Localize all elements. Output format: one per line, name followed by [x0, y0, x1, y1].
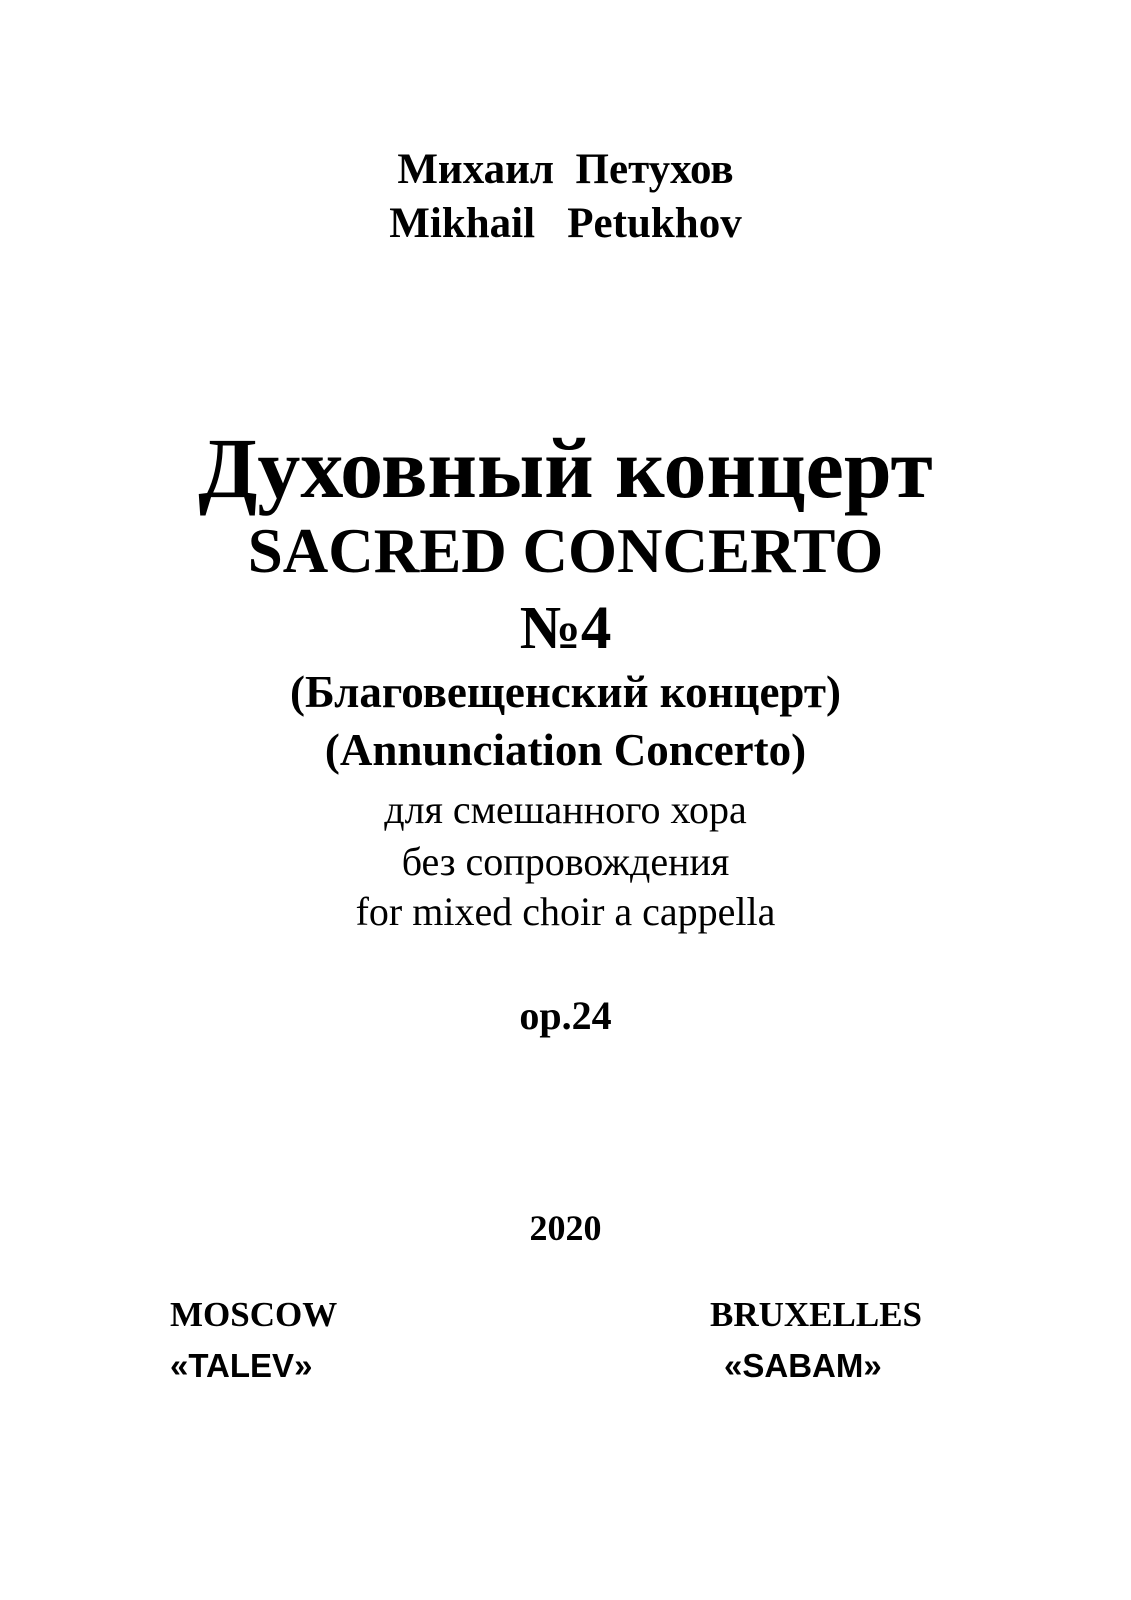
instrumentation-line-1: для смешанного хора — [384, 787, 747, 832]
publisher-left-city: MOSCOW — [170, 1295, 338, 1334]
publisher-left-name: «TALEV» — [170, 1347, 313, 1384]
work-subtitle-ru: (Благовещенский концерт) — [290, 667, 841, 717]
publisher-right-name: «SABAM» — [724, 1347, 882, 1384]
instrumentation-line-2: без сопровождения — [401, 839, 730, 884]
opus-number: op.24 — [519, 993, 612, 1038]
work-title-en: SACRED CONCERTO — [247, 516, 884, 586]
work-title-ru: Духовный концерт — [198, 420, 933, 516]
work-number: №4 — [519, 595, 612, 662]
publication-year: 2020 — [529, 1208, 602, 1248]
publisher-right-city: BRUXELLES — [710, 1295, 923, 1334]
composer-name-ru: Михаил Петухов — [397, 146, 734, 193]
work-subtitle-en: (Annunciation Concerto) — [324, 725, 807, 775]
instrumentation-line-3: for mixed choir a cappella — [355, 889, 776, 934]
composer-name-en: Mikhail Petukhov — [389, 200, 742, 247]
